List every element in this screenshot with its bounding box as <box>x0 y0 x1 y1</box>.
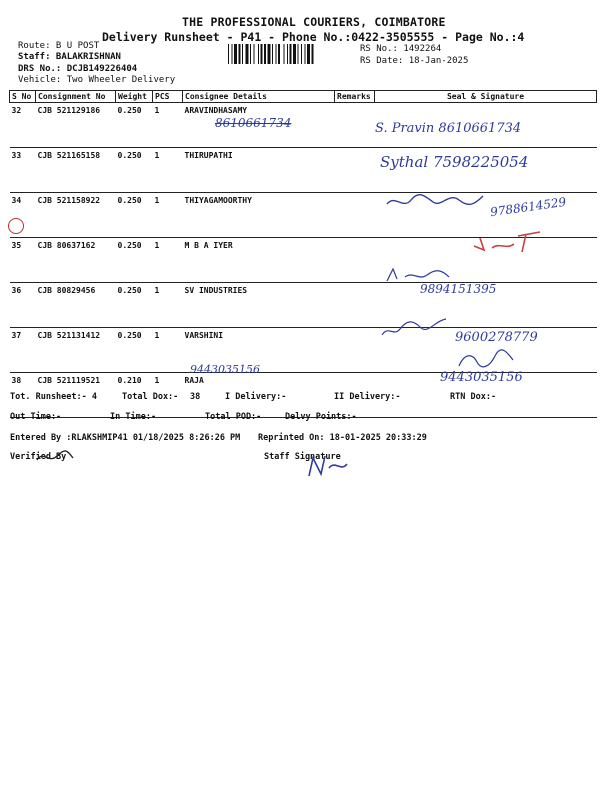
consignee-name: ARAVINDHASAMY <box>184 106 248 115</box>
company-title: THE PROFESSIONAL COURIERS, COIMBATORE <box>182 15 446 29</box>
signature-row-37: 9600278779 <box>455 330 538 345</box>
total-dox-label: Total Dox:- <box>122 392 179 402</box>
staff-signature-label: Staff Signature <box>264 452 341 462</box>
signature-scribble-36 <box>385 265 465 285</box>
total-dox-value: 38 <box>190 392 201 402</box>
cell-consignee: THIYAGAMOORTHY <box>183 193 335 238</box>
cell-consignment: CJB 521165158 <box>36 148 116 193</box>
cell-consignment: CJB 80829456 <box>36 283 116 328</box>
cell-pcs: 1 <box>153 283 183 328</box>
route-label: Route: B U POST <box>18 41 100 51</box>
cell-pcs: 1 <box>153 373 183 418</box>
signature-row-32: S. Pravin 8610661734 <box>375 121 522 136</box>
in-time: In Time:- <box>110 412 157 422</box>
signature-row-33: Sythal 7598225054 <box>380 153 529 171</box>
col-consignee-header: Consignee Details <box>183 91 335 103</box>
signature-row-36: 9894151395 <box>420 282 497 296</box>
col-consignment-header: Consignment No <box>36 91 116 103</box>
col-remarks-header: Remarks <box>335 91 375 103</box>
signature-scribble-37 <box>380 315 450 339</box>
cell-consignment: CJB 521119521 <box>36 373 116 418</box>
signature-scribble-34 <box>385 190 485 212</box>
cell-consignment: CJB 521129186 <box>36 103 116 148</box>
handwritten-phone-note: 8610661734 <box>215 116 292 130</box>
cell-pcs: 1 <box>153 238 183 283</box>
cell-consignee: RAJA <box>183 373 335 418</box>
cell-consignment: CJB 521131412 <box>36 328 116 373</box>
cell-consignment: CJB 80637162 <box>36 238 116 283</box>
table-header-row <box>10 91 597 103</box>
reprinted-on: Reprinted On: 18-01-2025 20:33:29 <box>258 433 427 443</box>
signature-row-38: 9443035156 <box>440 370 523 385</box>
out-time: Out Time:- <box>10 412 62 422</box>
cell-sno: 32 <box>10 103 36 148</box>
cell-consignee: SV INDUSTRIES <box>183 283 335 328</box>
ii-delivery: II Delivery:- <box>334 392 401 402</box>
col-weight-header: Weight <box>116 91 153 103</box>
cell-consignee: M B A IYER <box>183 238 335 283</box>
cell-sno: 35 <box>10 238 36 283</box>
cell-remarks <box>335 238 375 283</box>
cell-remarks <box>335 148 375 193</box>
cell-consignee: VARSHINI <box>183 328 335 373</box>
signature-scribble-38 <box>455 348 515 370</box>
verified-by: Verified By <box>10 452 67 462</box>
cell-weight: 0.250 <box>116 103 153 148</box>
rs-date: RS Date: 18-Jan-2025 <box>360 56 469 66</box>
cell-consignment: CJB 521158922 <box>36 193 116 238</box>
cell-sno: 38 <box>10 373 36 418</box>
total-pod: Total POD:- <box>205 412 262 422</box>
cell-pcs: 1 <box>153 103 183 148</box>
cell-sno: 34 <box>10 193 36 238</box>
cell-remarks <box>335 283 375 328</box>
col-signature-header: Seal & Signature <box>375 91 597 103</box>
staff-signature-mark <box>305 452 350 480</box>
cell-sno: 37 <box>10 328 36 373</box>
cell-pcs: 1 <box>153 148 183 193</box>
sno-circle-mark <box>8 218 24 234</box>
cell-weight: 0.250 <box>116 148 153 193</box>
cell-weight: 0.250 <box>116 193 153 238</box>
entered-by: Entered By :RLAKSHMIP41 01/18/2025 8:26:26 PM <box>10 433 241 443</box>
cell-sno: 36 <box>10 283 36 328</box>
cell-remarks <box>335 328 375 373</box>
runsheet-title: Delivery Runsheet - P41 - Phone No.:0422-3505555 - Page No.:4 <box>102 30 525 44</box>
staff-label: Staff: BALAKRISHNAN <box>18 52 121 62</box>
verified-signature <box>35 448 75 466</box>
rs-number: RS No.: 1492264 <box>360 44 442 54</box>
delvy-points: Delvy Points:- <box>285 412 357 422</box>
rtn-dox: RTN Dox:- <box>450 392 497 402</box>
signature-scribble-35 <box>470 228 545 256</box>
cell-remarks <box>335 193 375 238</box>
cell-pcs: 1 <box>153 193 183 238</box>
cell-weight: 0.250 <box>116 328 153 373</box>
col-sno-header: S No <box>10 91 36 103</box>
col-pcs-header: PCS <box>153 91 183 103</box>
signature-row-34: 9788614529 <box>489 194 567 220</box>
i-delivery: I Delivery:- <box>225 392 287 402</box>
tot-runsheet: Tot. Runsheet:- 4 <box>10 392 97 402</box>
cell-consignee: THIRUPATHI <box>183 148 335 193</box>
drs-number: DRS No.: DCJB149226404 <box>18 64 138 74</box>
cell-weight: 0.210 <box>116 373 153 418</box>
cell-weight: 0.250 <box>116 283 153 328</box>
cell-pcs: 1 <box>153 328 183 373</box>
table-row <box>10 283 597 328</box>
handwritten-phone-note: 9443035156 <box>190 363 260 376</box>
cell-sno: 33 <box>10 148 36 193</box>
barcode-image <box>228 44 354 64</box>
cell-weight: 0.250 <box>116 238 153 283</box>
vehicle-label: Vehicle: Two Wheeler Delivery <box>18 75 176 85</box>
cell-remarks <box>335 103 375 148</box>
